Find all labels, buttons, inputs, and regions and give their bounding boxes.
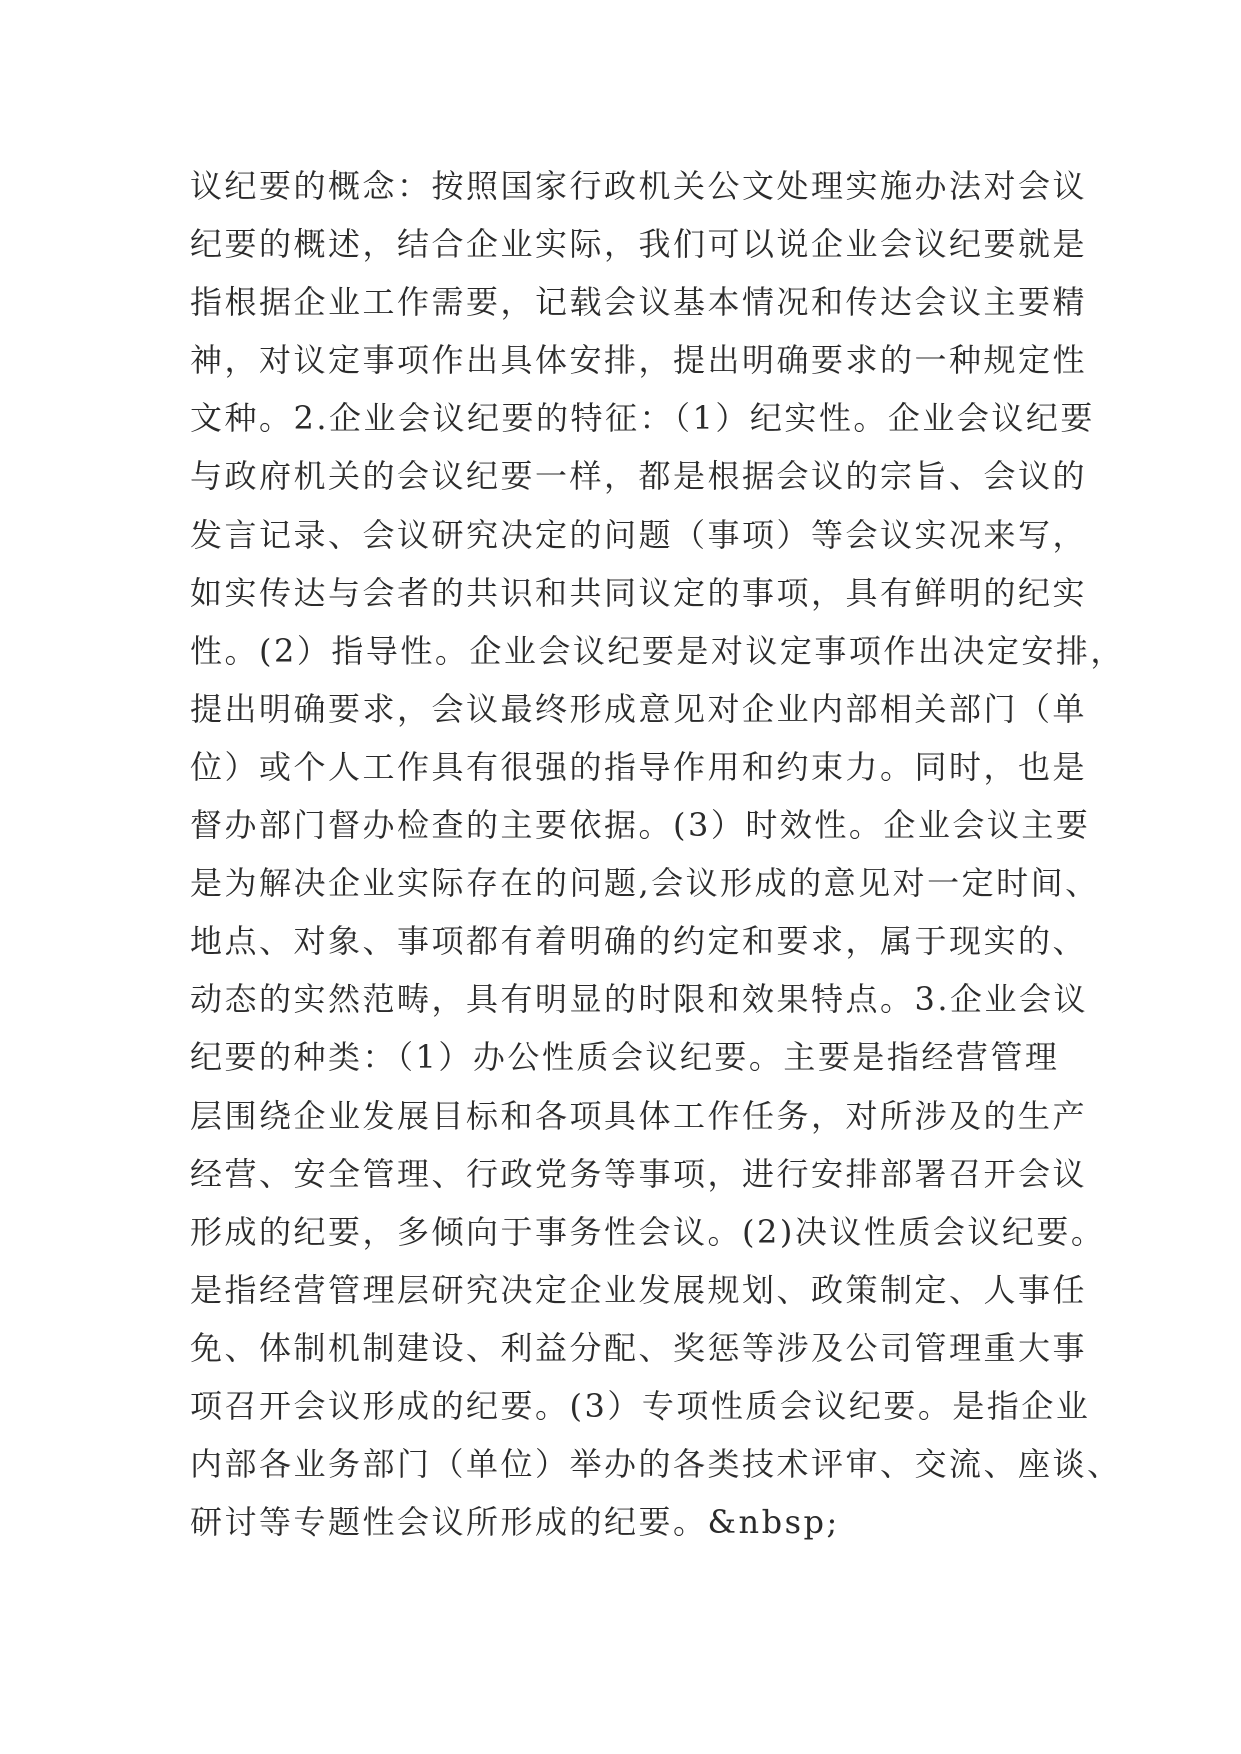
body-text [190,157,1125,1551]
text-line: 地点、对象、事项都有着明确的约定和要求，属于现实的、 [190,922,1088,961]
text-line: 动态的实然范畴，具有明显的时限和效果特点。3.企业会议 [190,980,1089,1019]
text-line: 层围绕企业发展目标和各项具体工作任务，对所涉及的生产 [190,1096,1088,1135]
text-line: 是为解决企业实际存在的问题,会议形成的意见对一定时间、 [190,864,1100,903]
text-line: 位）或个人工作具有很强的指导作用和约束力。同时，也是 [190,747,1088,786]
text-line: 文种。2.企业会议纪要的特征：（1）纪实性。企业会议纪要 [190,399,1095,438]
text-line: 项召开会议形成的纪要。(3）专项性质会议纪要。是指企业 [190,1386,1091,1425]
text-line: 与政府机关的会议纪要一样，都是根据会议的宗旨、会议的 [190,457,1088,496]
text-line: 形成的纪要，多倾向于事务性会议。(2)决议性质会议纪要。 [190,1212,1106,1251]
text-line: 是指经营管理层研究决定企业发展规划、政策制定、人事任 [190,1270,1088,1309]
text-line: 指根据企业工作需要，记载会议基本情况和传达会议主要精 [190,283,1088,322]
text-line: 纪要的种类：（1）办公性质会议纪要。主要是指经营管理 [190,1038,1060,1077]
text-line: 神，对议定事项作出具体安排，提出明确要求的一种规定性 [190,341,1088,380]
text-line: 议纪要的概念：按照国家行政机关公文处理实施办法对会议 [190,167,1088,205]
text-line: 提出明确要求，会议最终形成意见对企业内部相关部门（单 [190,689,1088,728]
text-line: 内部各业务部门（单位）举办的各类技术评审、交流、座谈、 [190,1445,1122,1484]
text-line: 如实传达与会者的共识和共同议定的事项，具有鲜明的纪实 [190,573,1088,612]
text-line: 免、体制机制建设、利益分配、奖惩等涉及公司管理重大事 [190,1328,1088,1367]
text-line: 研讨等专题性会议所形成的纪要。&nbsp; [190,1503,840,1542]
text-line: 性。(2）指导性。企业会议纪要是对议定事项作出决定安排， [190,631,1125,670]
text-line: 经营、安全管理、行政党务等事项，进行安排部署召开会议 [190,1154,1088,1193]
text-line: 发言记录、会议研究决定的问题（事项）等会议实况来写， [190,515,1088,554]
text-line: 纪要的概述，结合企业实际，我们可以说企业会议纪要就是 [190,225,1088,264]
text-line: 督办部门督办检查的主要依据。(3）时效性。企业会议主要 [190,806,1091,845]
